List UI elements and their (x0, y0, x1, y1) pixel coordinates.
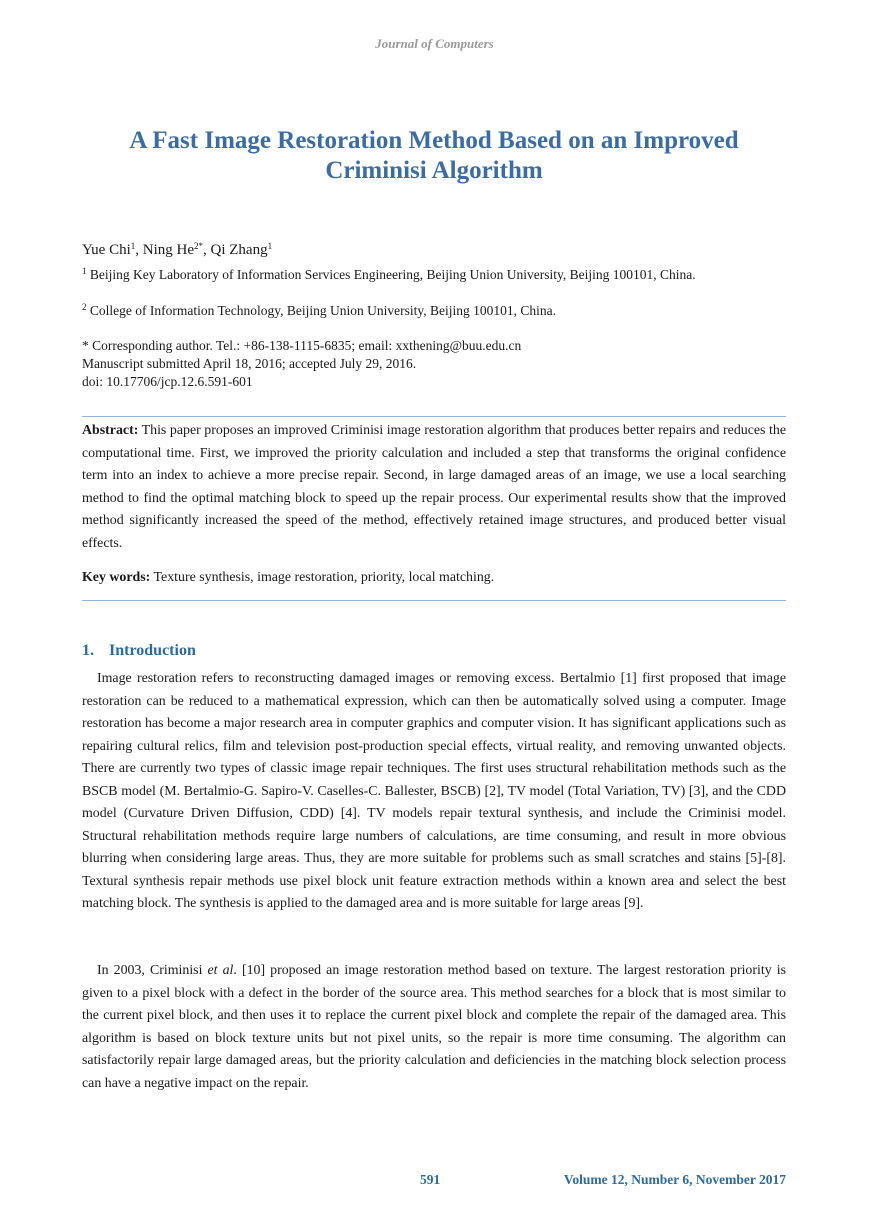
author-list (82, 240, 272, 260)
affiliation-text: College of Information Technology, Beijing Union University, Beijing 100101, China. (89, 303, 556, 318)
manuscript-dates: Manuscript submitted April 18, 2016; accepted July 29, 2016. (82, 356, 417, 371)
affiliation-1 (82, 266, 786, 284)
corresponding-author: * Corresponding author. Tel.: +86-138-1115-6835; email: xxthening@buu.edu.cn (82, 338, 522, 353)
affiliation-number: 2 (82, 302, 87, 312)
abstract (82, 420, 786, 555)
emphasis-text: et al (207, 963, 234, 978)
author-separator: , (203, 242, 211, 258)
section-heading (82, 642, 196, 660)
abstract-bottom-rule (82, 600, 786, 601)
author-affiliation-mark: 1 (130, 241, 136, 251)
keywords (82, 567, 786, 590)
section-title: Introduction (109, 642, 196, 659)
abstract-text: This paper proposes an improved Criminisi image restoration algorithm that produces better repairs and reduces the computational time. First, we improved the priority calculation and included a step that transforms the original confidence term into an index to achieve a more precise repair. Second, in large damaged areas of an image, we use a local searching method to find the optimal matching block to speed up the repair process. Our experimental results show that the improved method significantly increased the speed of the method, effectively retained image structures, and produced better visual effects. (82, 423, 786, 551)
paper-title: A Fast Image Restoration Method Based on an Improved Criminisi Algorithm (129, 127, 739, 184)
abstract-top-rule (82, 416, 786, 417)
journal-header: Journal of Computers (375, 36, 494, 51)
paragraph-text: In 2003, Criminisi (97, 963, 208, 978)
author-affiliation-mark: 2* (194, 241, 203, 251)
intro-paragraph-1: Image restoration refers to reconstructing damaged images or removing excess. Bertalmio [1] first proposed that image restoration can be reduced to a mathematical expression, which can then be automatically solved using a computer. Image restoration has become a major research area in computer graphics and computer vision. It has significant applications such as repairing cultural relics, film and television post-production special effects, virtual reality, and removing unwanted objects. There are currently two types of classic image repair techniques. The first uses structural rehabilitation methods such as the BSCB model (M. Bertalmio-G. Sapiro-V. Caselles-C. Ballester, BSCB) [2], TV model (Total Variation, TV) [3], and the CDD model (Curvature Driven Diffusion, CDD) [4]. TV models repair textural synthesis, and include the Criminisi model. Structural rehabilitation methods require large numbers of calculations, are time consuming, and result in more obvious blurring when considering large areas. Thus, they are more suitable for problems such as small scratches and stains [5]-[8]. Textural synthesis repair methods use pixel block unit feature extraction methods within a known area and select the best matching block. The synthesis is applied to the damaged area and is more suitable for large areas [9]. (82, 671, 786, 911)
paragraph-text: . [10] proposed an image restoration method based on texture. The largest restoration priority is given to a pixel block with a defect in the border of the source area. This method searches for a block that is most similar to the current pixel block, and then uses it to replace the current pixel block and complete the repair of the damaged area. This algorithm is based on block texture units but not pixel units, so the repair is more time consuming. The algorithm can satisfactorily repair large damaged areas, but the priority calculation and deficiencies in the matching block selection process can have a negative impact on the repair. (82, 963, 787, 1091)
page-number: 591 (420, 1172, 441, 1187)
author-name: Qi Zhang (210, 242, 268, 258)
affiliation-2 (82, 302, 786, 320)
section-number: 1. (82, 642, 94, 659)
intro-paragraph-2 (82, 960, 786, 1095)
affiliation-number: 1 (82, 266, 87, 276)
affiliation-text: Beijing Key Laboratory of Information Services Engineering, Beijing Union University, Beijing 100101, China. (89, 267, 696, 282)
volume-info: Volume 12, Number 6, November 2017 (563, 1172, 786, 1187)
correspondence-block (82, 337, 521, 391)
author-name: Ning He (142, 242, 194, 258)
keywords-label: Key words: (82, 570, 151, 585)
keywords-text: Texture synthesis, image restoration, priority, local matching. (153, 570, 495, 585)
author-name: Yue Chi (82, 242, 131, 258)
author-separator: , (135, 242, 143, 258)
doi: doi: 10.17706/jcp.12.6.591-601 (82, 374, 253, 389)
abstract-label: Abstract: (82, 423, 139, 438)
author-affiliation-mark: 1 (267, 241, 273, 251)
